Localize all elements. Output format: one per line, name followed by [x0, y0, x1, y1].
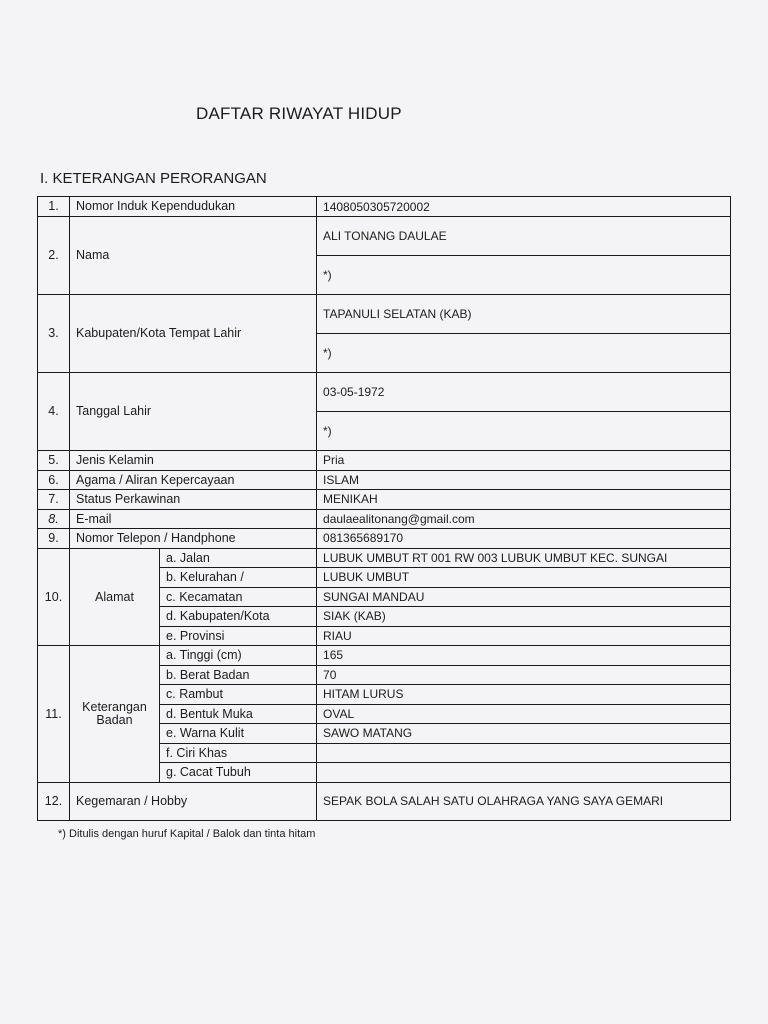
group-label-line1: Keterangan: [82, 700, 147, 715]
row-number: 8.: [38, 509, 70, 529]
field-value: SEPAK BOLA SALAH SATU OLAHRAGA YANG SAYA GEMARI: [317, 782, 731, 820]
field-value: 70: [317, 665, 731, 685]
field-label: Nomor Induk Kependudukan: [70, 197, 317, 217]
field-label: Kabupaten/Kota Tempat Lahir: [70, 295, 317, 373]
field-label: Status Perkawinan: [70, 490, 317, 510]
field-value: SAWO MATANG: [317, 724, 731, 744]
row-alamat-jalan: [38, 548, 731, 568]
row-number: 3.: [38, 295, 70, 373]
field-value: [317, 763, 731, 783]
row-number: 9.: [38, 529, 70, 549]
field-label: Tanggal Lahir: [70, 373, 317, 451]
row-nik: [38, 197, 731, 217]
page-title: DAFTAR RIWAYAT HIDUP: [196, 104, 402, 123]
section-title: I. KETERANGAN PERORANGAN: [40, 170, 267, 187]
field-label: Nomor Telepon / Handphone: [70, 529, 317, 549]
field-label: Agama / Aliran Kepercayaan: [70, 470, 317, 490]
field-value: Pria: [317, 451, 731, 471]
field-value: SUNGAI MANDAU: [317, 587, 731, 607]
sub-label: a. Tinggi (cm): [160, 646, 317, 666]
field-value: OVAL: [317, 704, 731, 724]
sub-label: e. Provinsi: [160, 626, 317, 646]
sub-label: e. Warna Kulit: [160, 724, 317, 744]
field-label: Jenis Kelamin: [70, 451, 317, 471]
field-value: [317, 743, 731, 763]
row-number: 6.: [38, 470, 70, 490]
row-tanggal-lahir: [38, 373, 731, 412]
row-number: 5.: [38, 451, 70, 471]
field-note: *): [317, 334, 731, 373]
group-label: Alamat: [70, 548, 160, 646]
field-value: MENIKAH: [317, 490, 731, 510]
sub-label: f. Ciri Khas: [160, 743, 317, 763]
field-note: *): [317, 412, 731, 451]
field-label: Nama: [70, 217, 317, 295]
sub-label: d. Bentuk Muka: [160, 704, 317, 724]
row-number: 2.: [38, 217, 70, 295]
row-tempat-lahir: [38, 295, 731, 334]
field-value: HITAM LURUS: [317, 685, 731, 705]
row-number: 1.: [38, 197, 70, 217]
field-value: ISLAM: [317, 470, 731, 490]
personal-info-table: [37, 196, 731, 821]
field-note: *): [317, 256, 731, 295]
row-number: 11.: [38, 646, 70, 783]
field-value: TAPANULI SELATAN (KAB): [317, 295, 731, 334]
row-number: 7.: [38, 490, 70, 510]
sub-label: a. Jalan: [160, 548, 317, 568]
field-value: 03-05-1972: [317, 373, 731, 412]
field-value: daulaealitonang@gmail.com: [317, 509, 731, 529]
sub-label: g. Cacat Tubuh: [160, 763, 317, 783]
field-value: LUBUK UMBUT RT 001 RW 003 LUBUK UMBUT KEC. SUNGAI: [317, 548, 731, 568]
row-telepon: [38, 529, 731, 549]
row-badan-tinggi: [38, 646, 731, 666]
footnote: *) Ditulis dengan huruf Kapital / Balok dan tinta hitam: [58, 828, 316, 840]
sub-label: b. Kelurahan /: [160, 568, 317, 588]
field-label: E-mail: [70, 509, 317, 529]
sub-label: c. Kecamatan: [160, 587, 317, 607]
row-jenis-kelamin: [38, 451, 731, 471]
row-number: 12.: [38, 782, 70, 820]
row-number: 10.: [38, 548, 70, 646]
row-number: 4.: [38, 373, 70, 451]
row-hobby: [38, 782, 731, 820]
row-email: [38, 509, 731, 529]
sub-label: c. Rambut: [160, 685, 317, 705]
field-value: 081365689170: [317, 529, 731, 549]
sub-label: d. Kabupaten/Kota: [160, 607, 317, 627]
row-agama: [38, 470, 731, 490]
field-value: RIAU: [317, 626, 731, 646]
row-status: [38, 490, 731, 510]
field-label: Kegemaran / Hobby: [70, 782, 317, 820]
field-value: LUBUK UMBUT: [317, 568, 731, 588]
row-nama: [38, 217, 731, 256]
field-value: SIAK (KAB): [317, 607, 731, 627]
sub-label: b. Berat Badan: [160, 665, 317, 685]
field-value: 165: [317, 646, 731, 666]
group-label-line2: Badan: [96, 712, 133, 727]
group-label: [70, 646, 160, 783]
field-value: 1408050305720002: [317, 197, 731, 217]
field-value: ALI TONANG DAULAE: [317, 217, 731, 256]
